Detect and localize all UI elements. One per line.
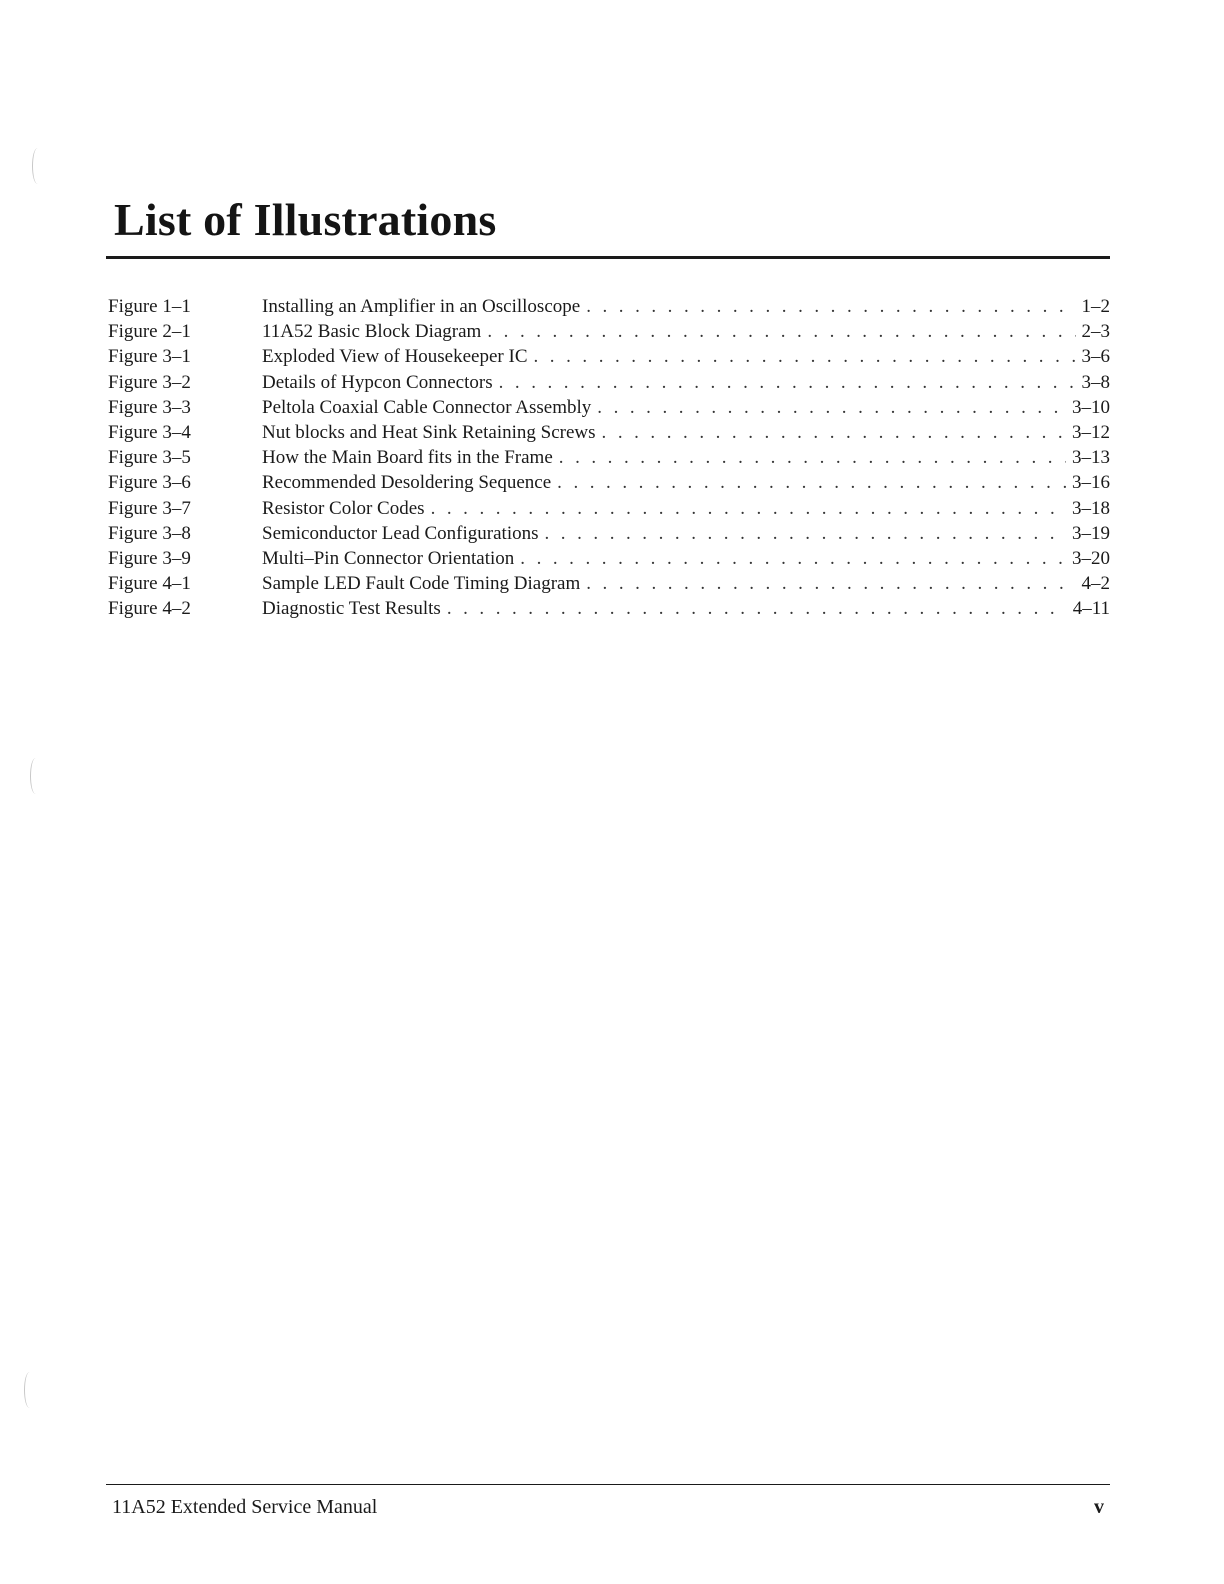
binder-hole-mark-bottom [24, 1372, 35, 1408]
figure-title: Nut blocks and Heat Sink Retaining Screws [262, 421, 596, 443]
figure-title: Exploded View of Housekeeper IC [262, 346, 528, 368]
figure-title: Semiconductor Lead Configurations [262, 522, 539, 544]
dot-leader [559, 445, 1066, 470]
list-item [108, 496, 1110, 521]
page-title: List of Illustrations [114, 194, 497, 245]
dot-leader [487, 319, 1075, 344]
dot-leader [586, 294, 1075, 319]
dot-leader [431, 496, 1066, 521]
binder-hole-mark-middle [30, 758, 41, 794]
figure-title: How the Main Board fits in the Frame [262, 447, 553, 469]
figure-page: 4–11 [1072, 598, 1110, 620]
dot-leader [499, 370, 1076, 395]
figure-page: 3–18 [1072, 497, 1110, 519]
list-item [108, 470, 1110, 495]
dot-leader [520, 546, 1066, 571]
figure-title: Installing an Amplifier in an Oscilloscope [262, 296, 581, 317]
dot-leader [557, 470, 1066, 495]
dot-leader [602, 420, 1066, 445]
dot-leader [534, 344, 1076, 369]
figure-page: 3–10 [1072, 396, 1110, 418]
figure-page: 1–2 [1081, 296, 1110, 317]
figure-number: Figure 1–1 [108, 296, 191, 317]
list-item [108, 546, 1110, 571]
dot-leader [586, 571, 1075, 596]
dot-leader [597, 395, 1066, 420]
footer-rule [106, 1484, 1110, 1485]
list-item [108, 445, 1110, 470]
list-item [108, 596, 1110, 621]
figure-number: Figure 4–1 [108, 573, 191, 595]
list-item [108, 344, 1110, 369]
figure-number: Figure 3–5 [108, 447, 191, 469]
figure-page: 3–20 [1072, 547, 1110, 569]
dot-leader [545, 521, 1067, 546]
title-rule [106, 256, 1110, 259]
figure-page: 3–8 [1081, 371, 1110, 393]
figure-page: 3–19 [1072, 522, 1110, 544]
figure-number: Figure 4–2 [108, 598, 191, 620]
figure-title: 11A52 Basic Block Diagram [262, 321, 482, 343]
figure-number: Figure 2–1 [108, 321, 191, 343]
figure-title: Sample LED Fault Code Timing Diagram [262, 573, 581, 595]
illustrations-list [108, 294, 1110, 621]
figure-title: Details of Hypcon Connectors [262, 371, 493, 393]
footer-page-number: v [1094, 1496, 1104, 1518]
list-item [108, 571, 1110, 596]
dot-leader [447, 596, 1067, 621]
list-item [108, 521, 1110, 546]
figure-title: Recommended Desoldering Sequence [262, 472, 552, 494]
figure-number: Figure 3–8 [108, 522, 191, 544]
list-item [108, 319, 1110, 344]
list-item [108, 395, 1110, 420]
figure-number: Figure 3–7 [108, 497, 191, 519]
figure-number: Figure 3–6 [108, 472, 191, 494]
footer-manual-title: 11A52 Extended Service Manual [112, 1496, 378, 1518]
figure-page: 2–3 [1081, 321, 1110, 343]
list-item [108, 370, 1110, 395]
figure-title: Diagnostic Test Results [262, 598, 441, 620]
figure-title: Peltola Coaxial Cable Connector Assembly [262, 396, 592, 418]
figure-number: Figure 3–2 [108, 371, 191, 393]
figure-page: 3–16 [1072, 472, 1110, 494]
figure-title: Resistor Color Codes [262, 497, 425, 519]
figure-page: 3–6 [1081, 346, 1110, 368]
figure-number: Figure 3–9 [108, 547, 191, 569]
figure-number: Figure 3–1 [108, 346, 191, 368]
figure-number: Figure 3–3 [108, 396, 191, 418]
list-item [108, 420, 1110, 445]
figure-page: 3–12 [1072, 421, 1110, 443]
figure-page: 4–2 [1081, 573, 1110, 595]
figure-page: 3–13 [1072, 447, 1110, 469]
binder-hole-mark-top [32, 148, 43, 184]
figure-number: Figure 3–4 [108, 421, 191, 443]
list-item [108, 294, 1110, 319]
figure-title: Multi–Pin Connector Orientation [262, 547, 515, 569]
